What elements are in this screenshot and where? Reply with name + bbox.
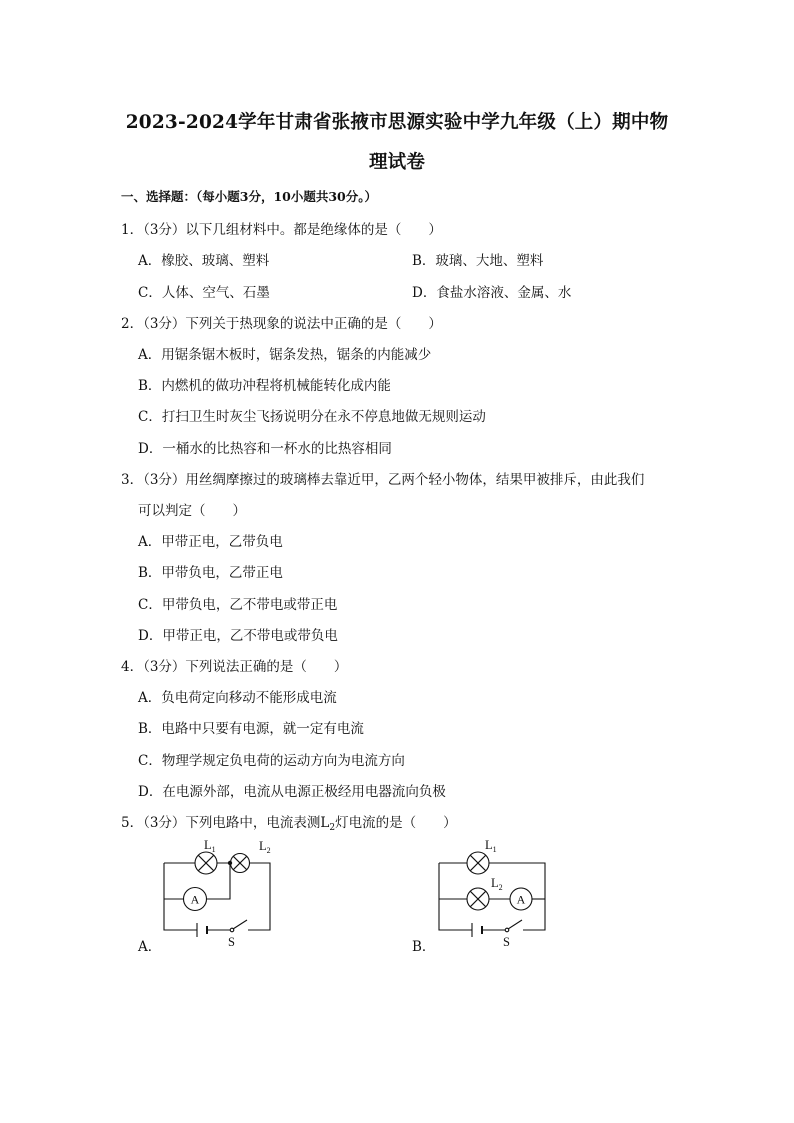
lamp-l2-label: $L_2$: [259, 839, 271, 855]
circuit-diagram-b: [425, 838, 555, 948]
lamp-l2-icon: [467, 888, 489, 910]
lamp-l1-label: $L_1$: [485, 838, 497, 854]
ammeter-label: A: [190, 892, 200, 907]
ammeter-icon: [184, 888, 207, 911]
ammeter-label: A: [516, 892, 526, 907]
question-3-option-b: B．甲带负电，乙带正电: [138, 565, 283, 581]
question-5-option-a-label: A．: [138, 939, 162, 955]
ammeter-icon: [510, 888, 532, 910]
question-3-stem-line2: 可以判定（ ）: [138, 503, 246, 519]
lamp-l1-label: $L_1$: [204, 838, 216, 854]
question-1-option-a: A．橡胶、玻璃、塑料: [138, 253, 270, 269]
question-5-stem-subscript: 2: [329, 823, 336, 833]
battery-icon: [472, 923, 482, 937]
question-3-option-d: D．甲带正电，乙不带电或带负电: [138, 628, 338, 644]
battery-icon: [197, 923, 207, 937]
question-5-stem-post: 灯电流的是（ ）: [335, 815, 457, 831]
question-2-option-c: C．打扫卫生时灰尘飞扬说明分在永不停息地做无规则运动: [138, 409, 486, 425]
circuit-diagram-a: [150, 838, 280, 948]
question-4-option-b: B．电路中只要有电源，就一定有电流: [138, 721, 364, 737]
section-heading: 一、选择题：（每小题3分，10小题共30分。）: [121, 189, 377, 204]
question-5-stem-pre: 5．（3分）下列电路中，电流表测L: [121, 815, 330, 831]
question-4-option-a: A．负电荷定向移动不能形成电流: [138, 690, 337, 706]
question-1-option-b: B．玻璃、大地、塑料: [412, 253, 544, 269]
switch-icon: [230, 920, 247, 932]
switch-label: S: [503, 935, 510, 948]
question-2-stem: 2．（3分）下列关于热现象的说法中正确的是（ ）: [121, 316, 442, 332]
question-2-option-b: B．内燃机的做功冲程将机械能转化成内能: [138, 378, 391, 394]
question-4-stem: 4．（3分）下列说法正确的是（ ）: [121, 659, 348, 675]
question-2-option-d: D．一桶水的比热容和一杯水的比热容相同: [138, 441, 392, 457]
switch-icon: [505, 920, 522, 932]
lamp-l1-icon: [195, 852, 217, 874]
question-1-option-c: C．人体、空气、石墨: [138, 285, 270, 301]
question-1-option-d: D．食盐水溶液、金属、水: [412, 285, 572, 301]
question-5-stem: [121, 811, 457, 831]
question-3-stem: 3．（3分）用丝绸摩擦过的玻璃棒去靠近甲，乙两个轻小物体，结果甲被排斥，由此我们: [121, 472, 645, 488]
question-4-option-d: D．在电源外部，电流从电源正极经用电器流向负极: [138, 784, 446, 800]
question-3-option-a: A．甲带正电，乙带负电: [138, 534, 283, 550]
question-1-stem: 1．（3分）以下几组材料中。都是绝缘体的是（ ）: [121, 222, 442, 238]
lamp-l1-icon: [467, 852, 489, 874]
exam-title-line1: 2023-2024学年甘肃省张掖市思源实验中学九年级（上）期中物: [125, 112, 669, 133]
switch-label: S: [228, 935, 235, 948]
question-4-option-c: C．物理学规定负电荷的运动方向为电流方向: [138, 753, 405, 769]
question-2-option-a: A．用锯条锯木板时，锯条发热，锯条的内能减少: [138, 347, 432, 363]
question-3-option-c: C．甲带负电，乙不带电或带正电: [138, 597, 338, 613]
question-5-option-b-label: B．: [412, 939, 436, 955]
lamp-l2-label: $L_2$: [491, 876, 503, 892]
exam-title-line2: 理试卷: [368, 152, 426, 173]
